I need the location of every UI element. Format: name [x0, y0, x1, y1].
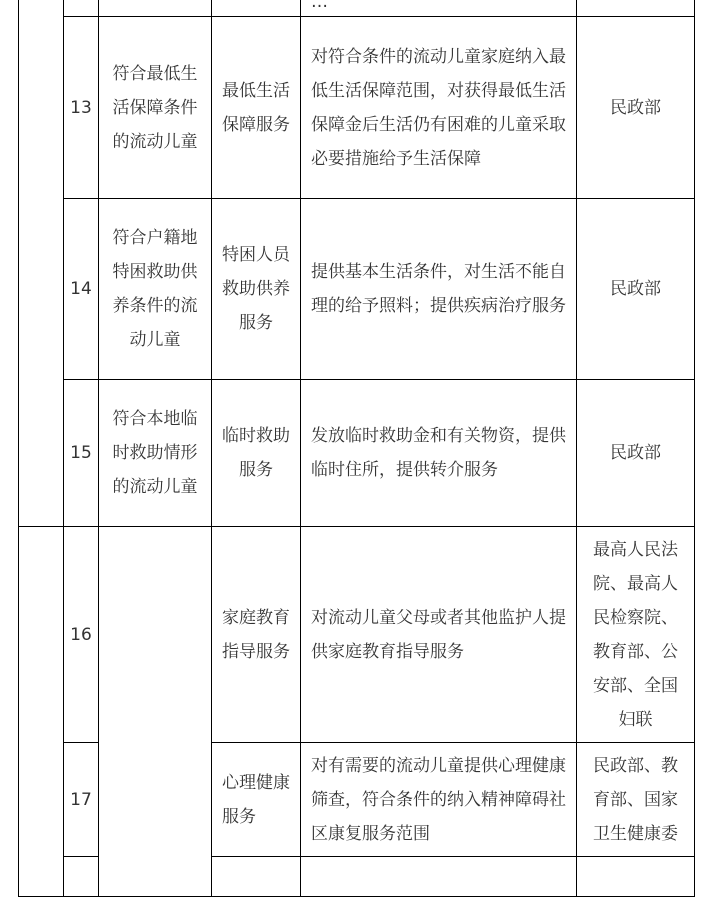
index-cell: 14: [64, 199, 99, 380]
target-cell: [99, 0, 212, 17]
content-cell: [301, 857, 577, 897]
target-cell: 符合本地临时救助情形的流动儿童: [99, 380, 212, 527]
index-cell: [64, 0, 99, 17]
target-cell: [99, 527, 212, 897]
partial-text: …: [311, 0, 328, 12]
dept-cell: 民政部: [577, 380, 695, 527]
content-cell: 提供基本生活条件，对生活不能自理的给予照料；提供疾病治疗服务: [301, 199, 577, 380]
category-cell: [19, 0, 64, 527]
content-cell: 对有需要的流动儿童提供心理健康筛查，符合条件的纳入精神障碍社区康复服务范围: [301, 743, 577, 857]
dept-cell: [577, 0, 695, 17]
index-cell: 17: [64, 743, 99, 857]
service-cell: [212, 857, 301, 897]
index-cell: 16: [64, 527, 99, 743]
table-row: [19, 527, 695, 743]
dept-cell: [577, 857, 695, 897]
service-cell: [212, 0, 301, 17]
service-cell: 临时救助服务: [212, 380, 301, 527]
target-cell: 符合户籍地特困救助供养条件的流动儿童: [99, 199, 212, 380]
dept-cell: 民政部: [577, 17, 695, 199]
service-cell: 家庭教育指导服务: [212, 527, 301, 743]
service-cell: 最低生活保障服务: [212, 17, 301, 199]
content-cell: 对流动儿童父母或者其他监护人提供家庭教育指导服务: [301, 527, 577, 743]
service-cell: 心理健康服务: [212, 743, 301, 857]
table-row: [19, 17, 695, 199]
dept-cell: 民政部: [577, 199, 695, 380]
table-row: [19, 199, 695, 380]
dept-cell: 最高人民法院、最高人民检察院、教育部、公安部、全国妇联: [577, 527, 695, 743]
category-cell: [19, 527, 64, 897]
index-cell: 13: [64, 17, 99, 199]
content-cell: 对符合条件的流动儿童家庭纳入最低生活保障范围，对获得最低生活保障金后生活仍有困难的儿童采取必要措施给予生活保障: [301, 17, 577, 199]
service-cell: 特困人员救助供养服务: [212, 199, 301, 380]
index-cell: 15: [64, 380, 99, 527]
content-cell: [301, 0, 577, 17]
table-row: [19, 380, 695, 527]
target-cell: 符合最低生活保障条件的流动儿童: [99, 17, 212, 199]
dept-cell: 民政部、教育部、国家卫生健康委: [577, 743, 695, 857]
index-cell: [64, 857, 99, 897]
services-table: [18, 0, 695, 897]
content-cell: 发放临时救助金和有关物资，提供临时住所，提供转介服务: [301, 380, 577, 527]
table-row: [19, 0, 695, 17]
